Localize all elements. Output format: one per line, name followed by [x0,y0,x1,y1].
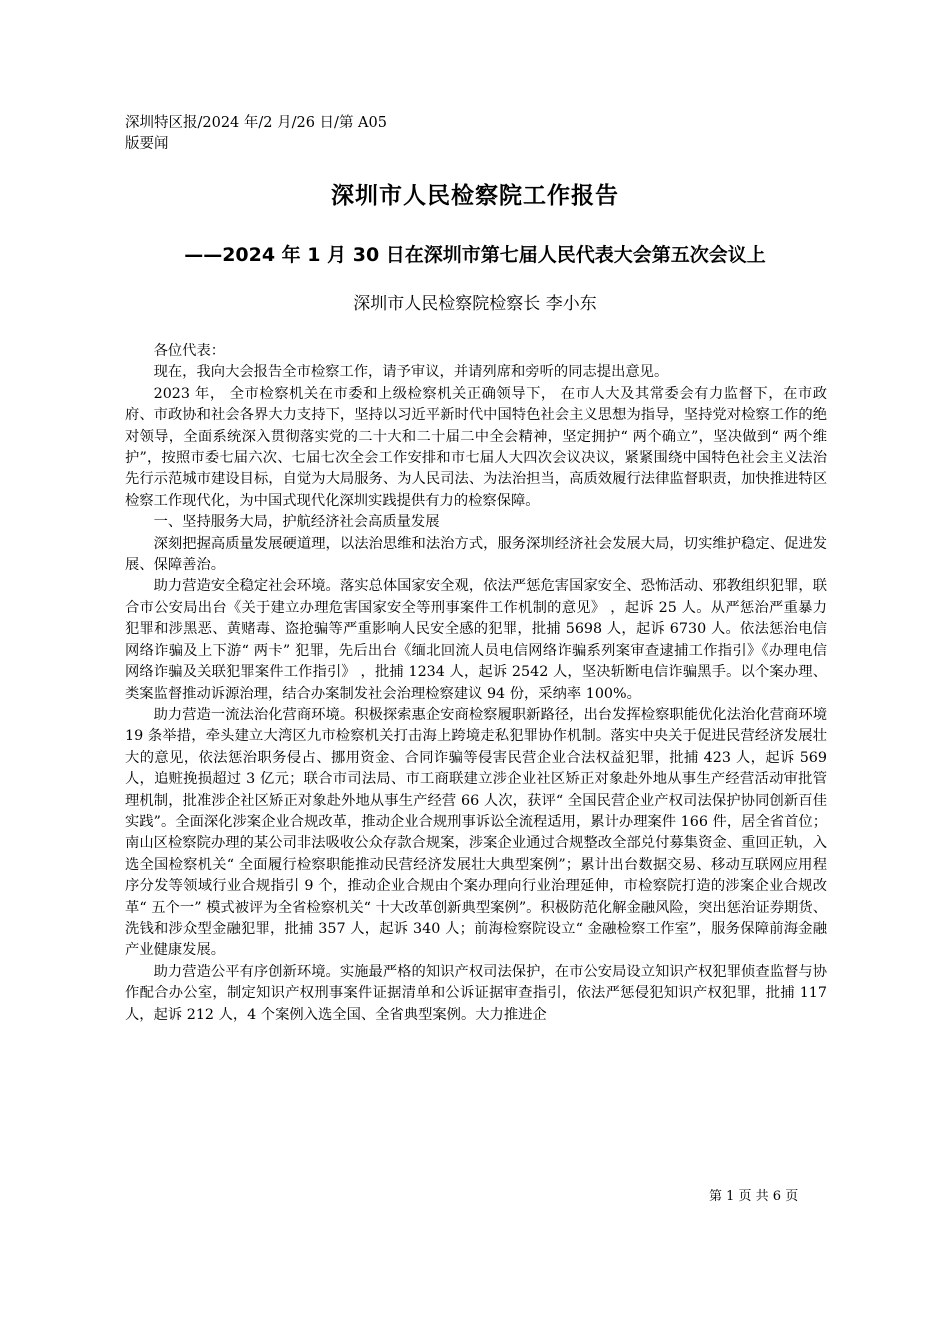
paragraph: 现在，我向大会报告全市检察工作，请予审议，并请列席和旁听的同志提出意见。 [153,364,669,381]
document-body [125,341,827,1026]
source-line: 深圳特区报/2024 年/2 月/26 日/第 A05 [125,115,387,131]
document-author: 深圳市人民检察院检察长 李小东 [353,294,597,314]
page-number: 第 1 页 共 6 页 [709,1189,799,1204]
paragraph: 助力营造公平有序创新环境。实施最严格的知识产权司法保护，在市公安局设立知识产权犯罪侦查监督与协作配合办公室，制定知识产权刑事案件证据清单和公诉证据审查指引，依法严惩侵犯知识产权犯罪，批捕 117 人，起诉 212 人，4 个案例入选全国、全省典型案例。大力推进企 [125,963,827,1023]
section-heading: 一、坚持服务大局，护航经济社会高质量发展 [153,514,440,531]
document-title: 深圳市人民检察院工作报告 [331,183,619,209]
paragraph: 助力营造安全稳定社会环境。落实总体国家安全观，依法严惩危害国家安全、恐怖活动、邪教组织犯罪，联合市公安局出台《关于建立办理危害国家安全等刑事案件工作机制的意见》 ，起诉 25 人。从严惩治严重暴力犯罪和涉黑恶、黄赌毒、盗抢骗等严重影响人民安全感的犯罪，批捕 5698 人，起诉 6730 人。依法惩治电信网络诈骗及上下游“ 两卡” 犯罪，先后出台《缅北回流人员电信网络诈骗系列案审查逮捕工作指引》《办理电信网络诈骗及关联犯罪案件工作指引》 ，批捕 1234 人，起诉 2542 人，坚决斩断电信诈骗黑手。以个案办理、类案监督推动诉源治理，结合办案制发社会治理检察建议 94 份，采纳率 100%。 [125,578,827,702]
paragraph: 2023 年， 全市检察机关在市委和上级检察机关正确领导下， 在市人大及其常委会有力监督下，在市政府、市政协和社会各界大力支持下，坚持以习近平新时代中国特色社会主义思想为指导，坚持党对检察工作的绝对领导，全面系统深入贯彻落实党的二十大和二十届二中全会精神，坚定拥护“ 两个确立”，坚决做到“ 两个维护”，按照市委七届六次、七届七次全会工作安排和市七届人大四次会议决议，紧紧围绕中国特色社会主义法治先行示范城市建设目标，自觉为大局服务、为人民司法、为法治担当，高质效履行法律监督职责，加快推进特区检察工作现代化，为中国式现代化深圳实践提供有力的检察保障。 [125,385,827,509]
paragraph: 深刻把握高质量发展硬道理，以法治思维和法治方式，服务深圳经济社会发展大局，切实维护稳定、促进发展、保障善治。 [125,535,827,574]
source-line: 版要闻 [125,136,169,152]
source-info [125,113,425,155]
document-subtitle: ——2024 年 1 月 30 日在深圳市第七届人民代表大会第五次会议上 [184,244,766,266]
paragraph: 助力营造一流法治化营商环境。积极探索惠企安商检察履职新路径，出台发挥检察职能优化法治化营商环境 19 条举措，牵头建立大湾区九市检察机关打击海上跨境走私犯罪协作机制。落实中央关于促进民营经济发展壮大的意见，依法惩治职务侵占、挪用资金、合同诈骗等侵害民营企业合法权益犯罪，批捕 423 人，起诉 569 人，追赃挽损超过 3 亿元；联合市司法局、市工商联建立涉企业社区矫正对象赴外地从事生产经营活动审批管理机制，批准涉企社区矫正对象赴外地从事生产经营 66 人次，获评“ 全国民营企业产权司法保护协同创新百佳实践”。全面深化涉案企业合规改革，推动企业合规刑事诉讼全流程适用，累计办理案件 166 件，居全省首位；南山区检察院办理的某公司非法吸收公众存款合规案，涉案企业通过合规整改全部兑付募集资金、重回正轨，入选全国检察机关“ 全面履行检察职能推动民营经济发展壮大典型案例”；累计出台数据交易、移动互联网应用程序分发等领域行业合规指引 9 个，推动企业合规由个案办理向行业治理延伸，市检察院打造的涉案企业合规改革“ 五个一” 模式被评为全省检察机关“ 十大改革创新典型案例”。积极防范化解金融风险，突出惩治证券期货、洗钱和涉众型金融犯罪，批捕 357 人，起诉 340 人；前海检察院设立“ 金融检察工作室”，服务保障前海金融产业健康发展。 [125,706,827,959]
paragraph: 各位代表： [153,343,226,359]
